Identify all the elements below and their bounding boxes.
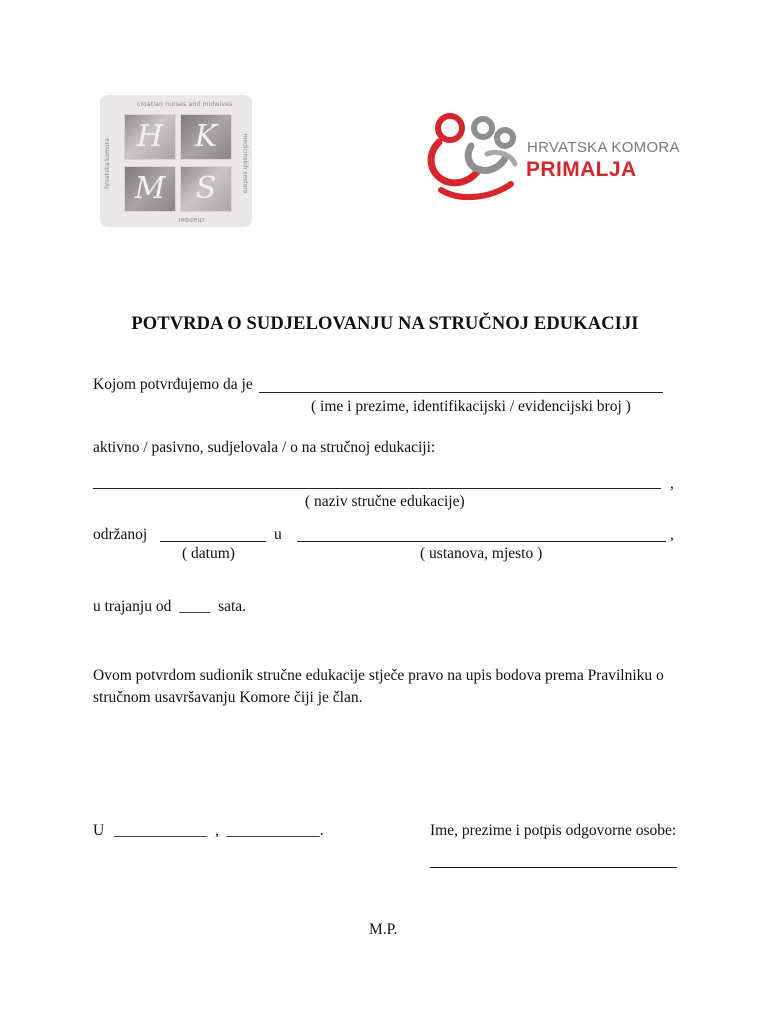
held-in-label: u [274, 526, 282, 543]
duration-prefix: u trajanju od [93, 598, 172, 615]
document-title: POTVRDA O SUDJELOVANJU NA STRUČNOJ EDUKACIJI [131, 314, 639, 334]
hkms-letter-m: M [124, 166, 176, 212]
date-blank-line[interactable] [160, 541, 266, 542]
hkms-letter-s: S [180, 166, 232, 212]
hkms-letter-grid [122, 110, 234, 218]
education-name-caption: ( naziv stručne edukacije) [305, 493, 465, 510]
signature-blank-line[interactable] [430, 867, 677, 868]
participation-text: aktivno / pasivno, sudjelovala / o na stručnoj edukaciji: [93, 439, 436, 456]
name-id-caption: ( ime i prezime, identifikacijski / evidencijski broj ) [311, 398, 631, 415]
primalja-logo-mark [425, 110, 525, 205]
place-date-separator: , [214, 822, 219, 839]
intro-label: Kojom potvrđujemo da je [93, 376, 253, 393]
place-date-line [93, 822, 324, 840]
name-id-blank-line[interactable] [259, 392, 663, 393]
signature-label: Ime, prezime i potpis odgovorne osobe: [430, 822, 677, 839]
place-date-prefix: U [93, 822, 105, 839]
duration-hours-blank[interactable]: ____ [179, 598, 211, 615]
primalja-logo-line1: HRVATSKA KOMORA [527, 139, 680, 156]
hkms-ring-text-right: medicinskih sestara [241, 133, 249, 194]
place-date-blank-1[interactable]: ____________ [114, 822, 208, 839]
held-label: održanoj [93, 526, 148, 543]
hkms-ring-text-left: hrvatska komora [103, 138, 111, 189]
rights-paragraph-line2: stručnom usavršavanju Komore čiji je član. [93, 689, 363, 706]
hkms-ring-text-bottom: chamber [178, 216, 205, 223]
duration-suffix: sata. [218, 598, 247, 615]
place-caption: ( ustanova, mjesto ) [420, 545, 543, 562]
hkms-ring-text-top: croatian nurses and midwives [137, 101, 233, 108]
place-date-blank-2[interactable]: ____________. [226, 822, 324, 839]
education-name-comma: , [670, 475, 674, 492]
stamp-label: M.P. [369, 921, 398, 938]
primalja-logo-line2: PRIMALJA [526, 158, 637, 181]
place-blank-line[interactable] [297, 541, 666, 542]
duration-line [93, 598, 246, 616]
hkms-letter-k: K [180, 114, 232, 160]
rights-paragraph-line1: Ovom potvrdom sudionik stručne edukacije stječe pravo na upis bodova prema Pravilniku o [93, 667, 664, 684]
date-caption: ( datum) [182, 545, 235, 562]
education-name-blank-line[interactable] [93, 488, 661, 489]
hkms-letter-h: H [124, 114, 176, 160]
place-comma: , [670, 526, 674, 543]
